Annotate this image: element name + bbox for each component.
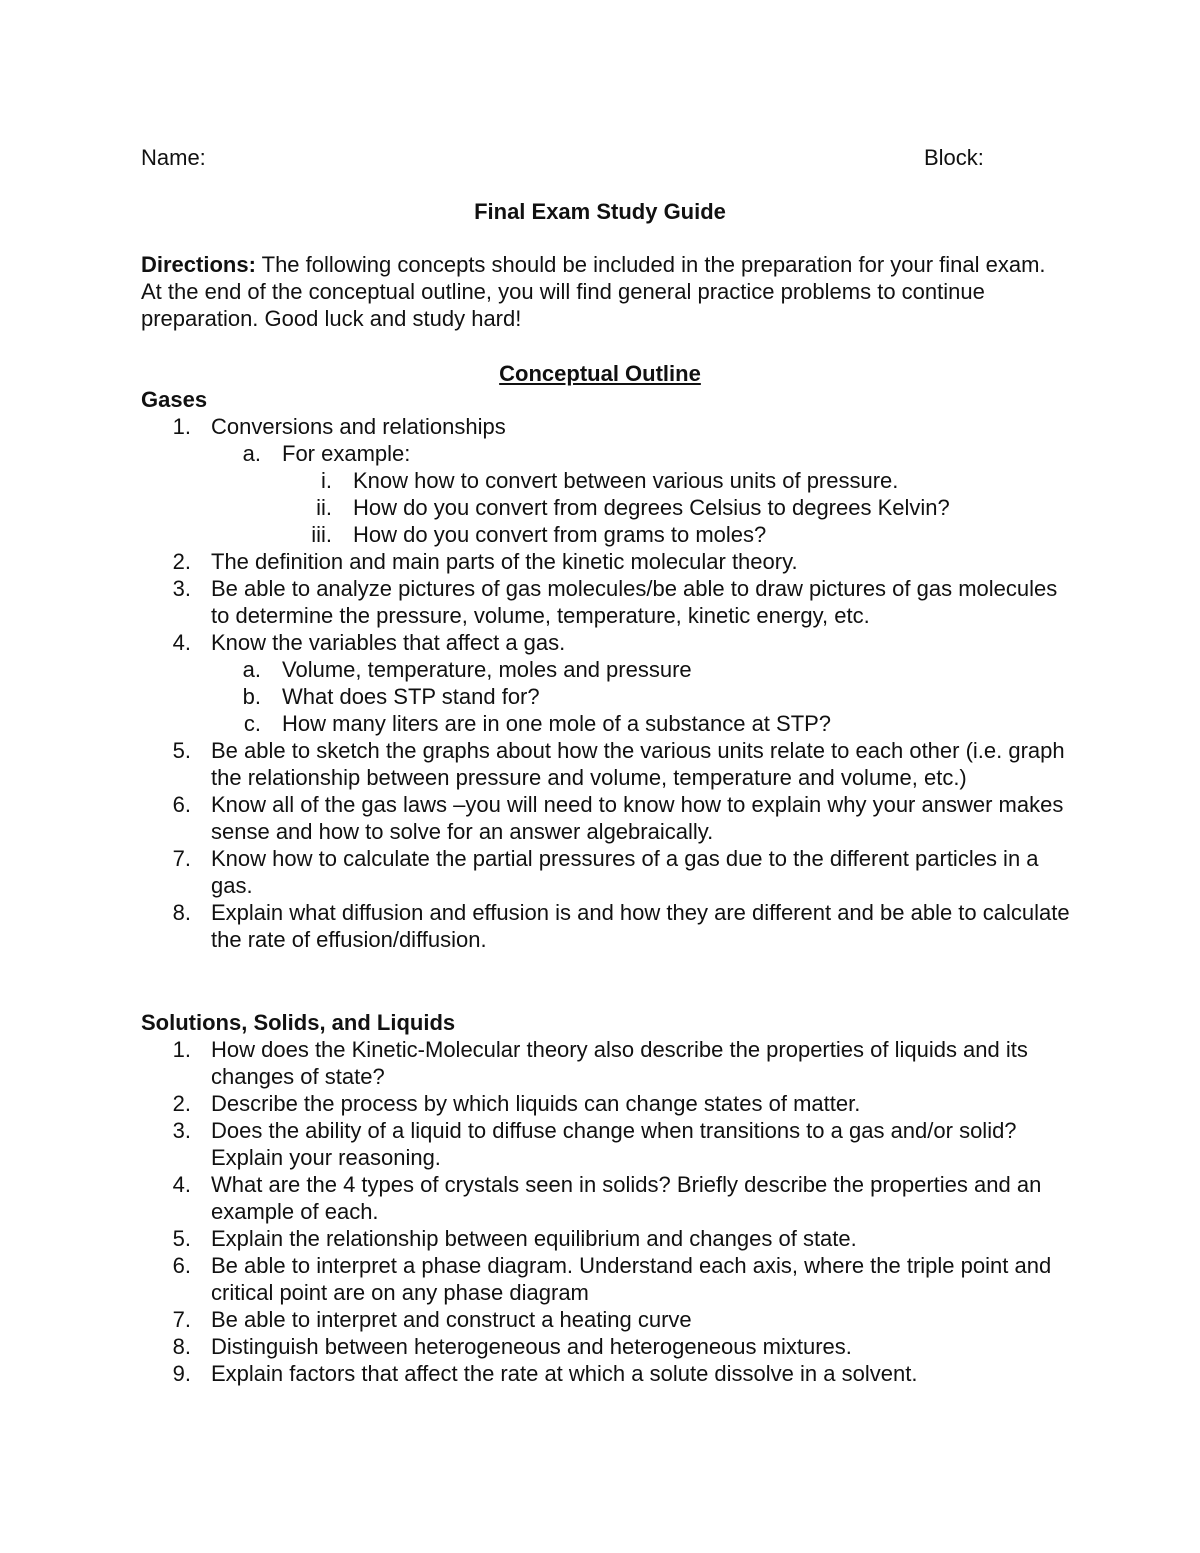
item-number: ii.: [316, 495, 332, 520]
item-text: Describe the process by which liquids can change states of matter.: [211, 1091, 861, 1116]
item-number: 4.: [172, 1172, 191, 1197]
list-item: [141, 1360, 1071, 1387]
list-item: [141, 791, 1071, 845]
solutions-heading: Solutions, Solids, and Liquids: [141, 1010, 456, 1035]
solutions-list: [141, 1036, 1071, 1387]
gases-list: [141, 413, 1071, 953]
list-item: [141, 710, 1071, 737]
list-item: [141, 1117, 1071, 1171]
list-item: [141, 494, 1071, 521]
block-label: Block:: [924, 145, 984, 170]
list-item: [141, 413, 1071, 440]
item-number: i.: [321, 468, 332, 493]
item-text: How does the Kinetic-Molecular theory also describe the properties of liquids and its changes of state?: [211, 1037, 1028, 1089]
outline-title: Conceptual Outline: [499, 361, 701, 386]
item-text: The definition and main parts of the kinetic molecular theory.: [211, 549, 798, 574]
item-number: 1.: [172, 414, 191, 439]
list-item: [141, 1036, 1071, 1090]
item-text: How do you convert from grams to moles?: [353, 522, 767, 547]
list-item: [141, 1333, 1071, 1360]
list-item: [141, 440, 1071, 467]
list-item: [141, 521, 1071, 548]
item-text: Be able to sketch the graphs about how the various units relate to each other (i.e. graph the relationship between pressure and volume, temperature and volume, etc.): [211, 738, 1065, 790]
item-text: Be able to analyze pictures of gas molecules/be able to draw pictures of gas molecules to determine the pressure, volume, temperature, kinetic energy, etc.: [211, 576, 1058, 628]
item-number: 2.: [172, 549, 191, 574]
item-text: Explain the relationship between equilibrium and changes of state.: [211, 1226, 857, 1251]
item-text: Know how to calculate the partial pressures of a gas due to the different particles in a gas.: [211, 846, 1039, 898]
list-item: [141, 656, 1071, 683]
item-number: c.: [243, 711, 261, 736]
directions-text: The following concepts should be included in the preparation for your final exam. At the end of the conceptual outline, you will find general practice problems to continue preparation. Good luck and study hard!: [141, 252, 1046, 331]
item-text: Be able to interpret and construct a heating curve: [211, 1307, 692, 1332]
item-number: 9.: [172, 1361, 191, 1386]
gases-heading: Gases: [141, 387, 208, 412]
item-number: 6.: [172, 1253, 191, 1278]
list-item: [141, 899, 1071, 953]
list-item: [141, 1171, 1071, 1225]
item-number: 2.: [172, 1091, 191, 1116]
item-text: How do you convert from degrees Celsius to degrees Kelvin?: [353, 495, 950, 520]
item-text: For example:: [282, 441, 411, 466]
item-number: a.: [242, 441, 261, 466]
item-number: a.: [242, 657, 261, 682]
item-number: 7.: [172, 846, 191, 871]
item-number: 5.: [172, 1226, 191, 1251]
item-number: b.: [242, 684, 261, 709]
list-item: [141, 1252, 1071, 1306]
list-item: [141, 845, 1071, 899]
document-title: Final Exam Study Guide: [474, 199, 726, 224]
item-text: Distinguish between heterogeneous and heterogeneous mixtures.: [211, 1334, 852, 1359]
item-number: 8.: [172, 900, 191, 925]
item-number: 4.: [172, 630, 191, 655]
item-text: Know how to convert between various units of pressure.: [353, 468, 899, 493]
list-item: [141, 683, 1071, 710]
item-number: 8.: [172, 1334, 191, 1359]
item-number: 5.: [172, 738, 191, 763]
item-text: Be able to interpret a phase diagram. Understand each axis, where the triple point and critical point are on any phase diagram: [211, 1253, 1052, 1305]
list-item: [141, 548, 1071, 575]
item-number: 7.: [172, 1307, 191, 1332]
item-text: What does STP stand for?: [282, 684, 540, 709]
item-text: What are the 4 types of crystals seen in solids? Briefly describe the properties and an example of each.: [211, 1172, 1042, 1224]
item-text: Conversions and relationships: [211, 414, 506, 439]
name-label: Name:: [141, 145, 206, 170]
header-row: [141, 144, 991, 171]
item-text: Explain factors that affect the rate at which a solute dissolve in a solvent.: [211, 1361, 918, 1386]
item-text: Know all of the gas laws –you will need to know how to explain why your answer makes sense and how to solve for an answer algebraically.: [211, 792, 1064, 844]
list-item: [141, 1090, 1071, 1117]
item-number: 6.: [172, 792, 191, 817]
item-number: 3.: [172, 1118, 191, 1143]
list-item: [141, 467, 1071, 494]
item-text: Does the ability of a liquid to diffuse change when transitions to a gas and/or solid? Explain your reasoning.: [211, 1118, 1017, 1170]
item-text: Know the variables that affect a gas.: [211, 630, 566, 655]
list-item: [141, 737, 1071, 791]
list-item: [141, 1306, 1071, 1333]
item-number: 3.: [172, 576, 191, 601]
item-text: How many liters are in one mole of a substance at STP?: [282, 711, 832, 736]
directions-paragraph: [141, 251, 1059, 332]
directions-label: Directions:: [141, 252, 256, 277]
list-item: [141, 629, 1071, 656]
item-text: Volume, temperature, moles and pressure: [282, 657, 692, 682]
item-number: 1.: [172, 1037, 191, 1062]
item-number: iii.: [311, 522, 332, 547]
list-item: [141, 1225, 1071, 1252]
item-text: Explain what diffusion and effusion is and how they are different and be able to calculate the rate of effusion/diffusion.: [211, 900, 1070, 952]
list-item: [141, 575, 1071, 629]
